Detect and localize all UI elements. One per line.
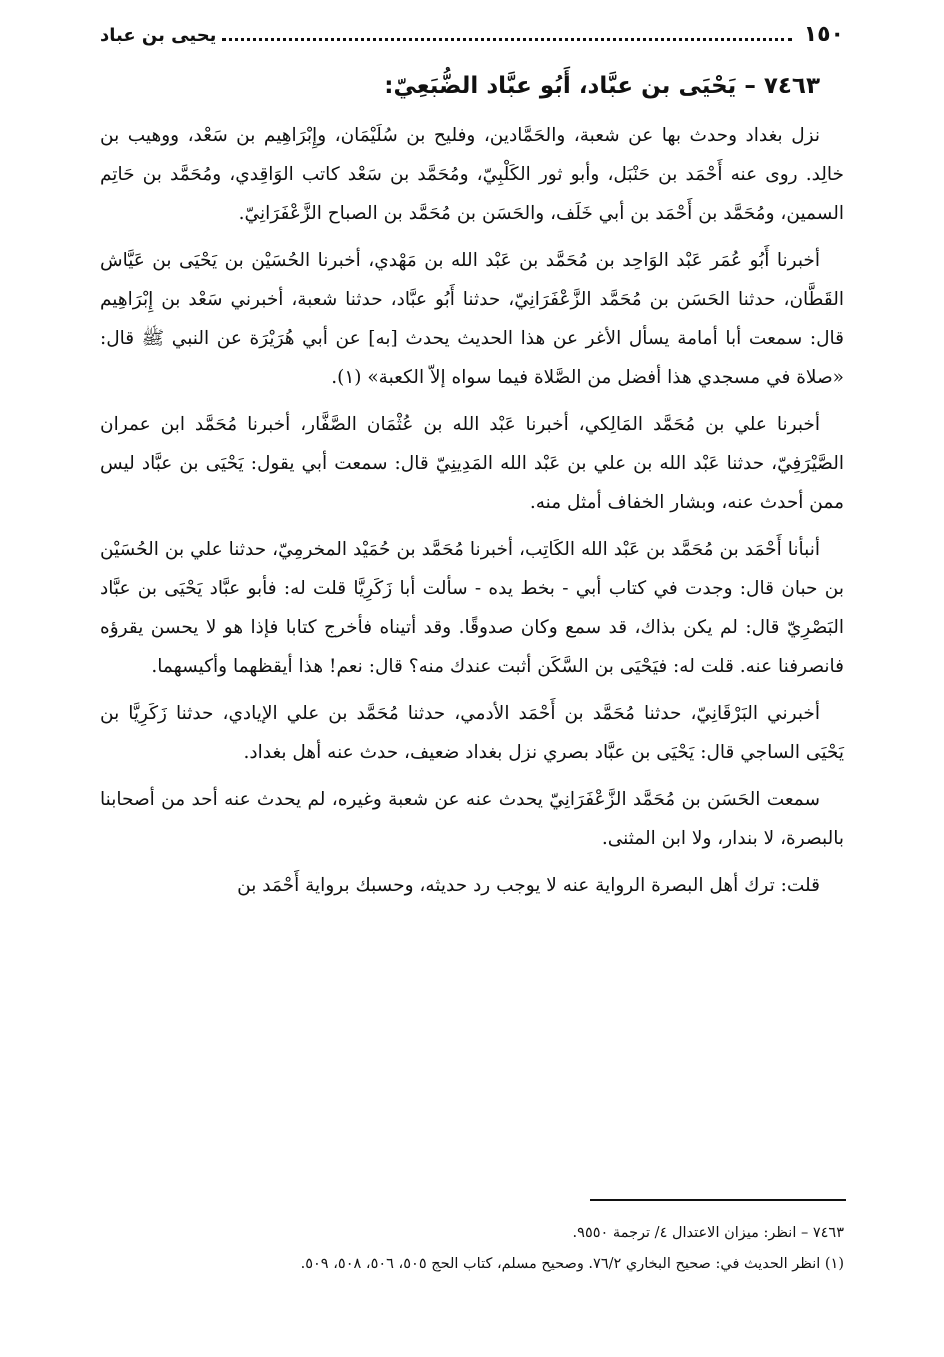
footnotes xyxy=(100,1218,844,1280)
entry-title: ٧٤٦٣ – يَحْيَى بن عبَّاد، أَبُو عبَّاد الضُّبَعِيّ: xyxy=(384,73,820,99)
running-title: يحيى بن عباد xyxy=(100,25,217,46)
leader-dots xyxy=(222,37,791,41)
footnote-rule xyxy=(590,1199,846,1201)
paragraph: قلت: ترك أهل البصرة الرواية عنه لا يوجب رد حديثه، وحسبك برواية أَحْمَد بن xyxy=(237,875,820,896)
footnote: (١) انظر الحديث في: صحيح البخاري ٧٦/٢. وصحيح مسلم، كتاب الحج ٥٠٥، ٥٠٦، ٥٠٨، ٥٠٩. xyxy=(300,1256,844,1272)
footnote: ٧٤٦٣ – انظر: ميزان الاعتدال ٤/ ترجمة ٩٥٥٠. xyxy=(572,1225,844,1241)
paragraph: أخبرني البَرْقَانِيّ، حدثنا مُحَمَّد بن أَحْمَد الأدمي، حدثنا مُحَمَّد بن علي الإيادي، حدثنا زَكَرِيَّا بن يَحْيَى الساجي قال: يَحْيَى بن عبَّاد بصري نزل بغداد ضعيف، حدث عنه أهل بغداد. xyxy=(100,703,844,763)
running-header xyxy=(100,22,844,62)
paragraph: أخبرنا علي بن مُحَمَّد المَالِكي، أخبرنا عَبْد الله بن عُثْمَان الصَّفَّار، أخبرنا مُحَمَّد ابن عمران الصَّيْرَفِيّ، حدثنا عَبْد الله بن علي بن عَبْد الله المَدِينِيّ قال: سمعت أبي يقول: يَحْيَى بن عبَّاد ليس ممن أحدث عنه، وبشار الخفاف أمثل منه. xyxy=(100,414,844,513)
paragraph: نزل بغداد وحدث بها عن شعبة، والحَمَّادين، وفليح بن سُلَيْمَان، وإِبْرَاهِيم بن سَعْد، ووهيب بن خالِد. روى عنه أَحْمَد بن حَنْبَل، وأبو ثور الكَلْبِيّ، ومُحَمَّد بن سَعْد كاتب الوَاقِدي، ومُحَمَّد بن حَاتِم السمين، ومُحَمَّد بن أَحْمَد بن أبي خَلَف، والحَسَن بن مُحَمَّد بن الصباح الزَّعْفَرَانِيّ. xyxy=(100,125,844,224)
page-body xyxy=(100,22,844,913)
page-number: ١٥٠ xyxy=(803,22,844,47)
paragraph: أخبرنا أَبُو عُمَر عَبْد الوَاحِد بن مُحَمَّد بن عَبْد الله بن مَهْدي، أخبرنا الحُسَيْن بن يَحْيَى بن عَيَّاش القَطَّان، حدثنا الحَسَن بن مُحَمَّد الزَّعْفَرَانِيّ، حدثنا أَبُو عبَّاد، حدثنا شعبة، أخبرني سَعْد بن إِبْرَاهِيم قال: سمعت أبا أمامة يسأل الأغر عن هذا الحديث يحدث [به] عن أبي هُرَيْرَة عن النبي ﷺ قال: «صلاة في مسجدي هذا أفضل من الصَّلاة فيما سواه إلاّ الكعبة» (١). xyxy=(100,250,844,388)
paragraph: أنبأنا أَحْمَد بن مُحَمَّد بن عَبْد الله الكَاتِب، أخبرنا مُحَمَّد بن حُمَيْد المخرمِيّ، حدثنا علي بن الحُسَيْن بن حبان قال: وجدت في كتاب أبي - بخط يده - سألت أبا زَكَرِيَّا قلت له: فأبو عبَّاد يَحْيَى بن عبَّاد البَصْرِيّ قال: لم يكن بذاك، قد سمع وكان صدوقًا. وقد أتيناه فأخرج كتابا فإذا هو لا يحسن يقرؤه فانصرفنا عنه. قلت له: فيَحْيَى بن السَّكَن أثبت عندك منه؟ قال: نعم! هذا أيقظهما وأكيسهما. xyxy=(100,539,844,677)
paragraph: سمعت الحَسَن بن مُحَمَّد الزَّعْفَرَانِيّ يحدث عنه عن شعبة وغيره، لم يحدث عنه أحد من أصحابنا بالبصرة، لا بندار، ولا ابن المثنى. xyxy=(100,789,844,849)
